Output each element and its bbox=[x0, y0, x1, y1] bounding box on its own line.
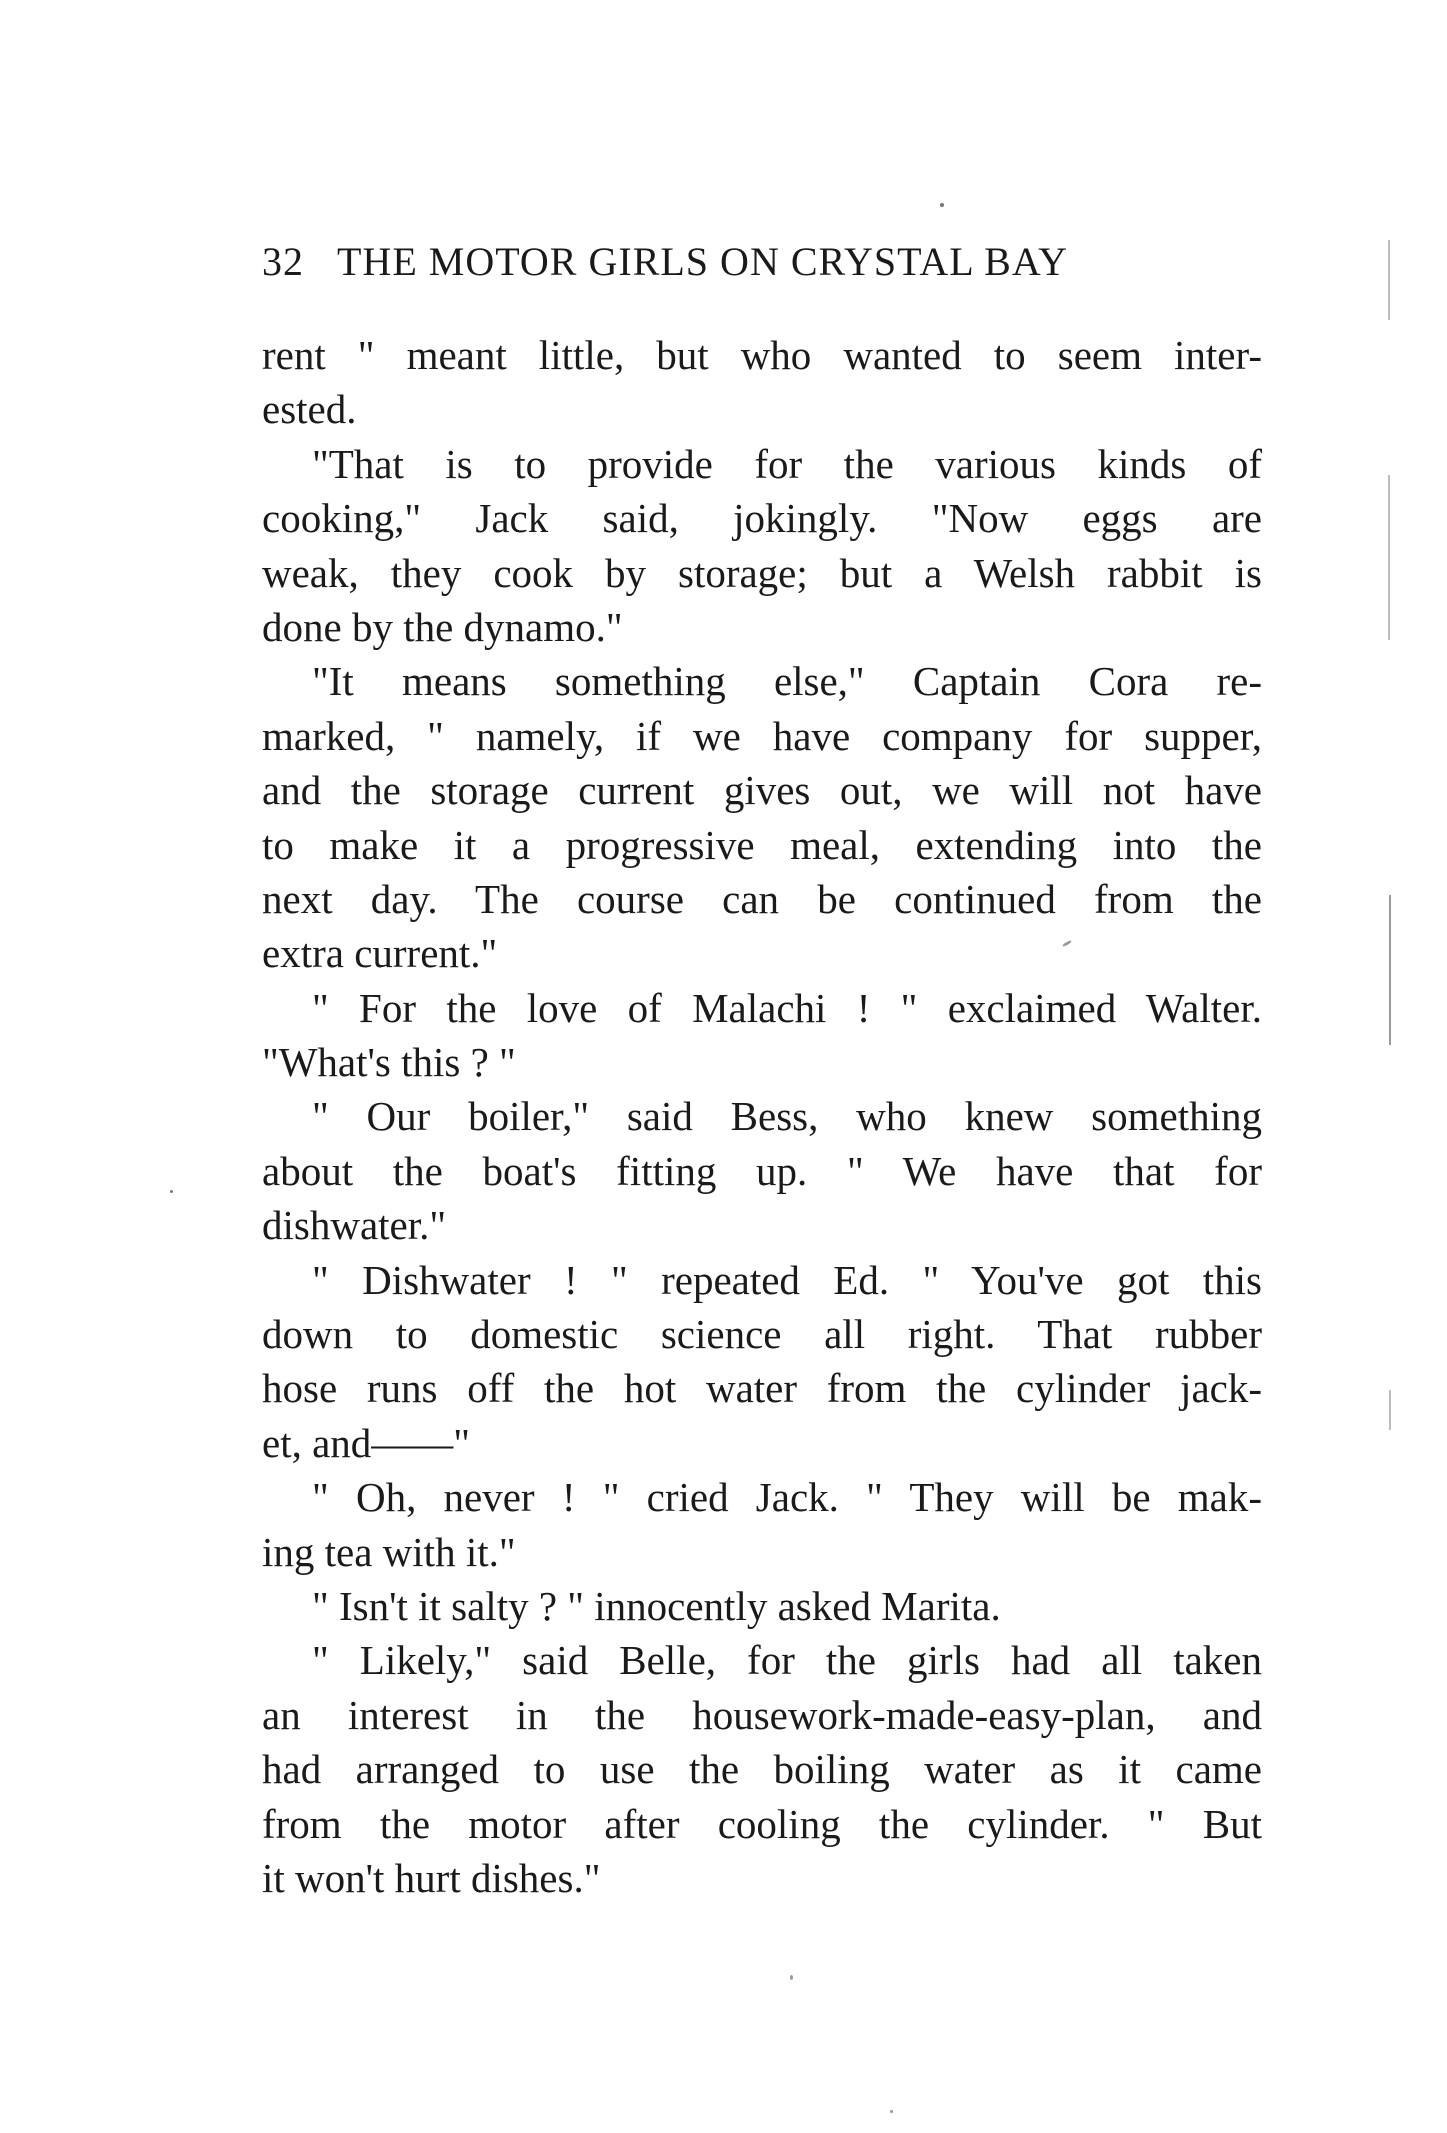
text-line: "What's this ? " bbox=[262, 1039, 516, 1086]
text-line: " For the love of Malachi ! " exclaimed Walter. bbox=[312, 984, 1262, 1031]
text-line: had arranged to use the boiling water as it came bbox=[262, 1746, 1262, 1793]
text-line: it won't hurt dishes." bbox=[262, 1854, 601, 1901]
text-line: " Dishwater ! " repeated Ed. " You've got this bbox=[312, 1256, 1262, 1303]
text-line: hose runs off the hot water from the cylinder jack- bbox=[262, 1365, 1262, 1412]
text-line: next day. The course can be continued from the bbox=[262, 875, 1262, 922]
scan-speck bbox=[890, 2110, 893, 2113]
text-line: " Oh, never ! " cried Jack. " They will be mak- bbox=[312, 1474, 1262, 1521]
text-line: marked, " namely, if we have company for supper, bbox=[262, 712, 1262, 759]
text-line: done by the dynamo." bbox=[262, 603, 623, 650]
scan-edge-mark bbox=[1389, 1390, 1391, 1430]
text-line: dishwater." bbox=[262, 1202, 447, 1249]
scan-speck bbox=[790, 1975, 793, 1980]
text-line: down to domestic science all right. That rubber bbox=[262, 1311, 1262, 1358]
text-line: about the boat's fitting up. " We have that for bbox=[262, 1147, 1262, 1194]
text-line: an interest in the housework-made-easy-plan, and bbox=[262, 1691, 1262, 1738]
text-line: weak, they cook by storage; but a Welsh rabbit is bbox=[262, 549, 1262, 596]
text-line: rent " meant little, but who wanted to seem inter- bbox=[262, 332, 1262, 378]
page-number: 32 bbox=[262, 239, 304, 284]
text-line: " Likely," said Belle, for the girls had all taken bbox=[312, 1637, 1262, 1684]
text-line: extra current." bbox=[262, 930, 498, 977]
text-line: cooking," Jack said, jokingly. "Now eggs are bbox=[262, 495, 1262, 542]
text-line: from the motor after cooling the cylinder. " But bbox=[262, 1800, 1262, 1847]
scan-edge-mark bbox=[1388, 475, 1390, 640]
text-line: to make it a progressive meal, extending into the bbox=[262, 821, 1262, 868]
text-line: et, and——" bbox=[262, 1419, 471, 1466]
text-line: "That is to provide for the various kinds of bbox=[312, 440, 1262, 487]
text-line: ested. bbox=[262, 386, 357, 433]
text-line: and the storage current gives out, we will not have bbox=[262, 767, 1262, 814]
text-line: ing tea with it." bbox=[262, 1528, 516, 1575]
body-text bbox=[262, 328, 1262, 1905]
text-line: " Isn't it salty ? " innocently asked Marita. bbox=[312, 1582, 1001, 1629]
scan-speck bbox=[940, 203, 944, 207]
running-title: THE MOTOR GIRLS ON CRYSTAL BAY bbox=[337, 239, 1068, 284]
scan-speck bbox=[170, 1190, 173, 1193]
running-head bbox=[262, 238, 1262, 298]
scan-edge-mark bbox=[1389, 895, 1391, 1045]
scan-edge-mark bbox=[1388, 240, 1390, 320]
text-line: "It means something else," Captain Cora re- bbox=[312, 658, 1262, 705]
text-line: " Our boiler," said Bess, who knew something bbox=[312, 1093, 1262, 1140]
